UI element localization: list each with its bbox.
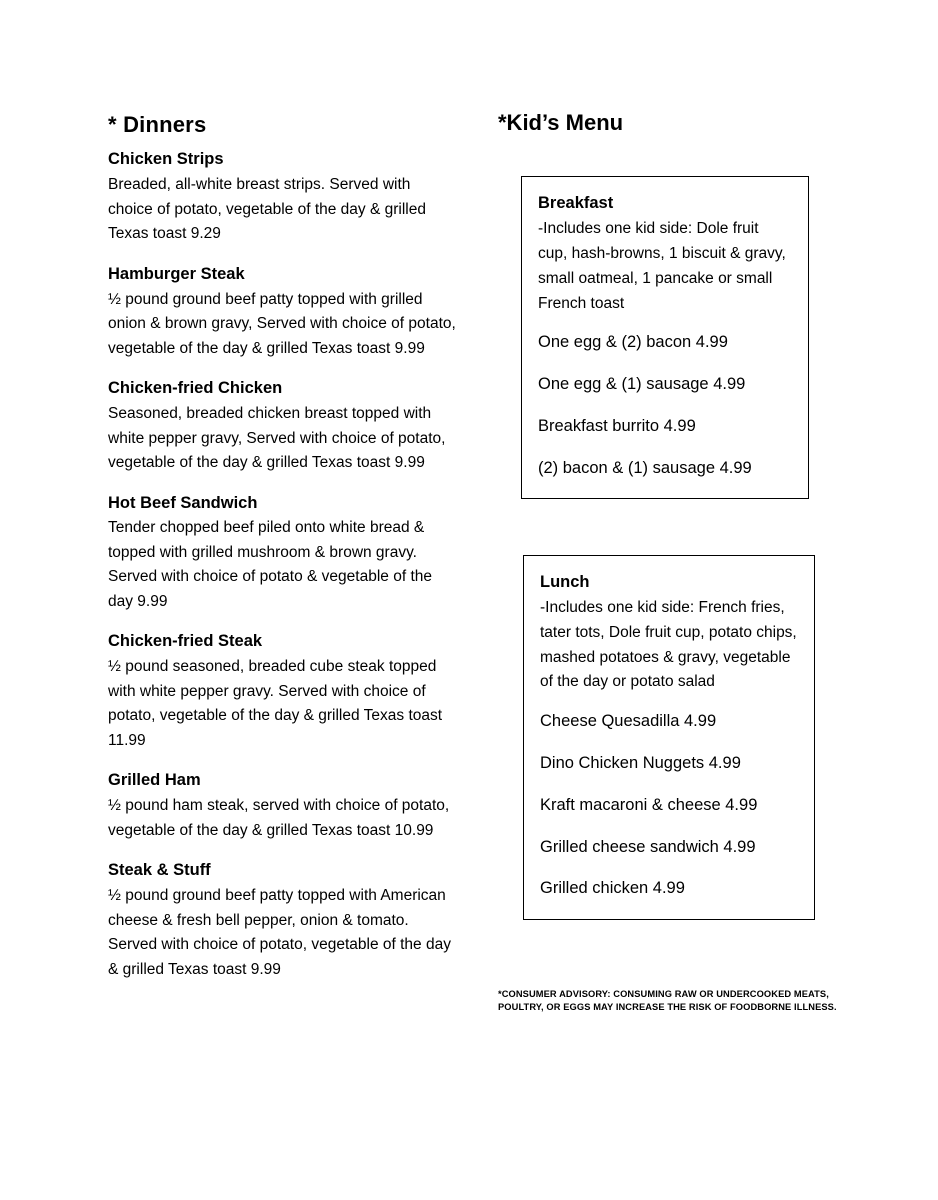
menu-item-name: Chicken Strips — [108, 150, 224, 169]
menu-item-name: Hot Beef Sandwich — [108, 493, 258, 512]
kids-lunch-item: Kraft macaroni & cheese 4.99 — [540, 795, 758, 814]
dinners-heading: * Dinners — [108, 112, 207, 137]
menu-item — [108, 148, 458, 246]
menu-item-description: Breaded, all-white breast strips. Served with choice of potato, vegetable of the day & grilled Texas toast 9.29 — [108, 176, 426, 243]
kids-lunch-sides: -Includes one kid side: French fries, tater tots, Dole fruit cup, potato chips, mashed potatoes & gravy, vegetable of the day or potato salad — [540, 599, 797, 691]
menu-item-description: ½ pound ground beef patty topped with American cheese & fresh bell pepper, onion & tomato. Served with choice of potato, vegetable of the day & grilled Texas toast 9.99 — [108, 887, 451, 978]
menu-item — [108, 377, 458, 475]
kids-menu-heading: *Kid’s Menu — [498, 110, 624, 135]
menu-item — [108, 630, 458, 753]
menu-item-description: ½ pound ham steak, served with choice of potato, vegetable of the day & grilled Texas toast 10.99 — [108, 797, 450, 839]
kids-lunch-item: Cheese Quesadilla 4.99 — [540, 712, 717, 731]
kids-breakfast-sides: -Includes one kid side: Dole fruit cup, hash-browns, 1 biscuit & gravy, small oatmeal, 1 pancake or small French toast — [538, 220, 786, 312]
consumer-advisory: *CONSUMER ADVISORY: CONSUMING RAW OR UNDERCOOKED MEATS, POULTRY, OR EGGS MAY INCREASE THE RISK OF FOODBORNE ILLNESS. — [498, 989, 837, 1013]
menu-item — [108, 859, 458, 982]
kids-breakfast-item: Breakfast burrito 4.99 — [538, 416, 696, 435]
menu-item-description: ½ pound ground beef patty topped with grilled onion & brown gravy, Served with choice of potato, vegetable of the day & grilled Texas toast 9.99 — [108, 290, 456, 357]
menu-item-name: Grilled Ham — [108, 771, 201, 790]
kids-breakfast-item: (2) bacon & (1) sausage 4.99 — [538, 458, 752, 477]
kids-lunch-item: Dino Chicken Nuggets 4.99 — [540, 754, 741, 773]
kids-breakfast-title: Breakfast — [538, 194, 614, 213]
menu-item — [108, 263, 458, 361]
menu-item — [108, 492, 458, 615]
kids-lunch-box — [523, 555, 815, 920]
menu-item-name: Chicken-fried Steak — [108, 632, 263, 651]
kids-breakfast-item: One egg & (1) sausage 4.99 — [538, 375, 746, 394]
dinners-section — [108, 112, 458, 982]
kids-lunch-title: Lunch — [540, 573, 590, 592]
kids-lunch-item: Grilled chicken 4.99 — [540, 879, 685, 898]
menu-item-description: Seasoned, breaded chicken breast topped with white pepper gravy, Served with choice of potato, vegetable of the day & grilled Texas toast 9.99 — [108, 405, 446, 472]
kids-menu-section — [498, 110, 828, 920]
menu-item-name: Hamburger Steak — [108, 264, 245, 283]
kids-lunch-item: Grilled cheese sandwich 4.99 — [540, 837, 756, 856]
menu-item-name: Chicken-fried Chicken — [108, 379, 283, 398]
kids-breakfast-box — [521, 176, 809, 499]
menu-item-name: Steak & Stuff — [108, 861, 211, 880]
kids-breakfast-item: One egg & (2) bacon 4.99 — [538, 333, 728, 352]
menu-item-description: Tender chopped beef piled onto white bread & topped with grilled mushroom & brown gravy. Served with choice of potato & vegetable of the day 9.99 — [108, 519, 432, 610]
menu-item-description: ½ pound seasoned, breaded cube steak topped with white pepper gravy. Served with choice of potato, vegetable of the day & grilled Texas toast 11.99 — [108, 658, 443, 749]
menu-item — [108, 769, 458, 843]
